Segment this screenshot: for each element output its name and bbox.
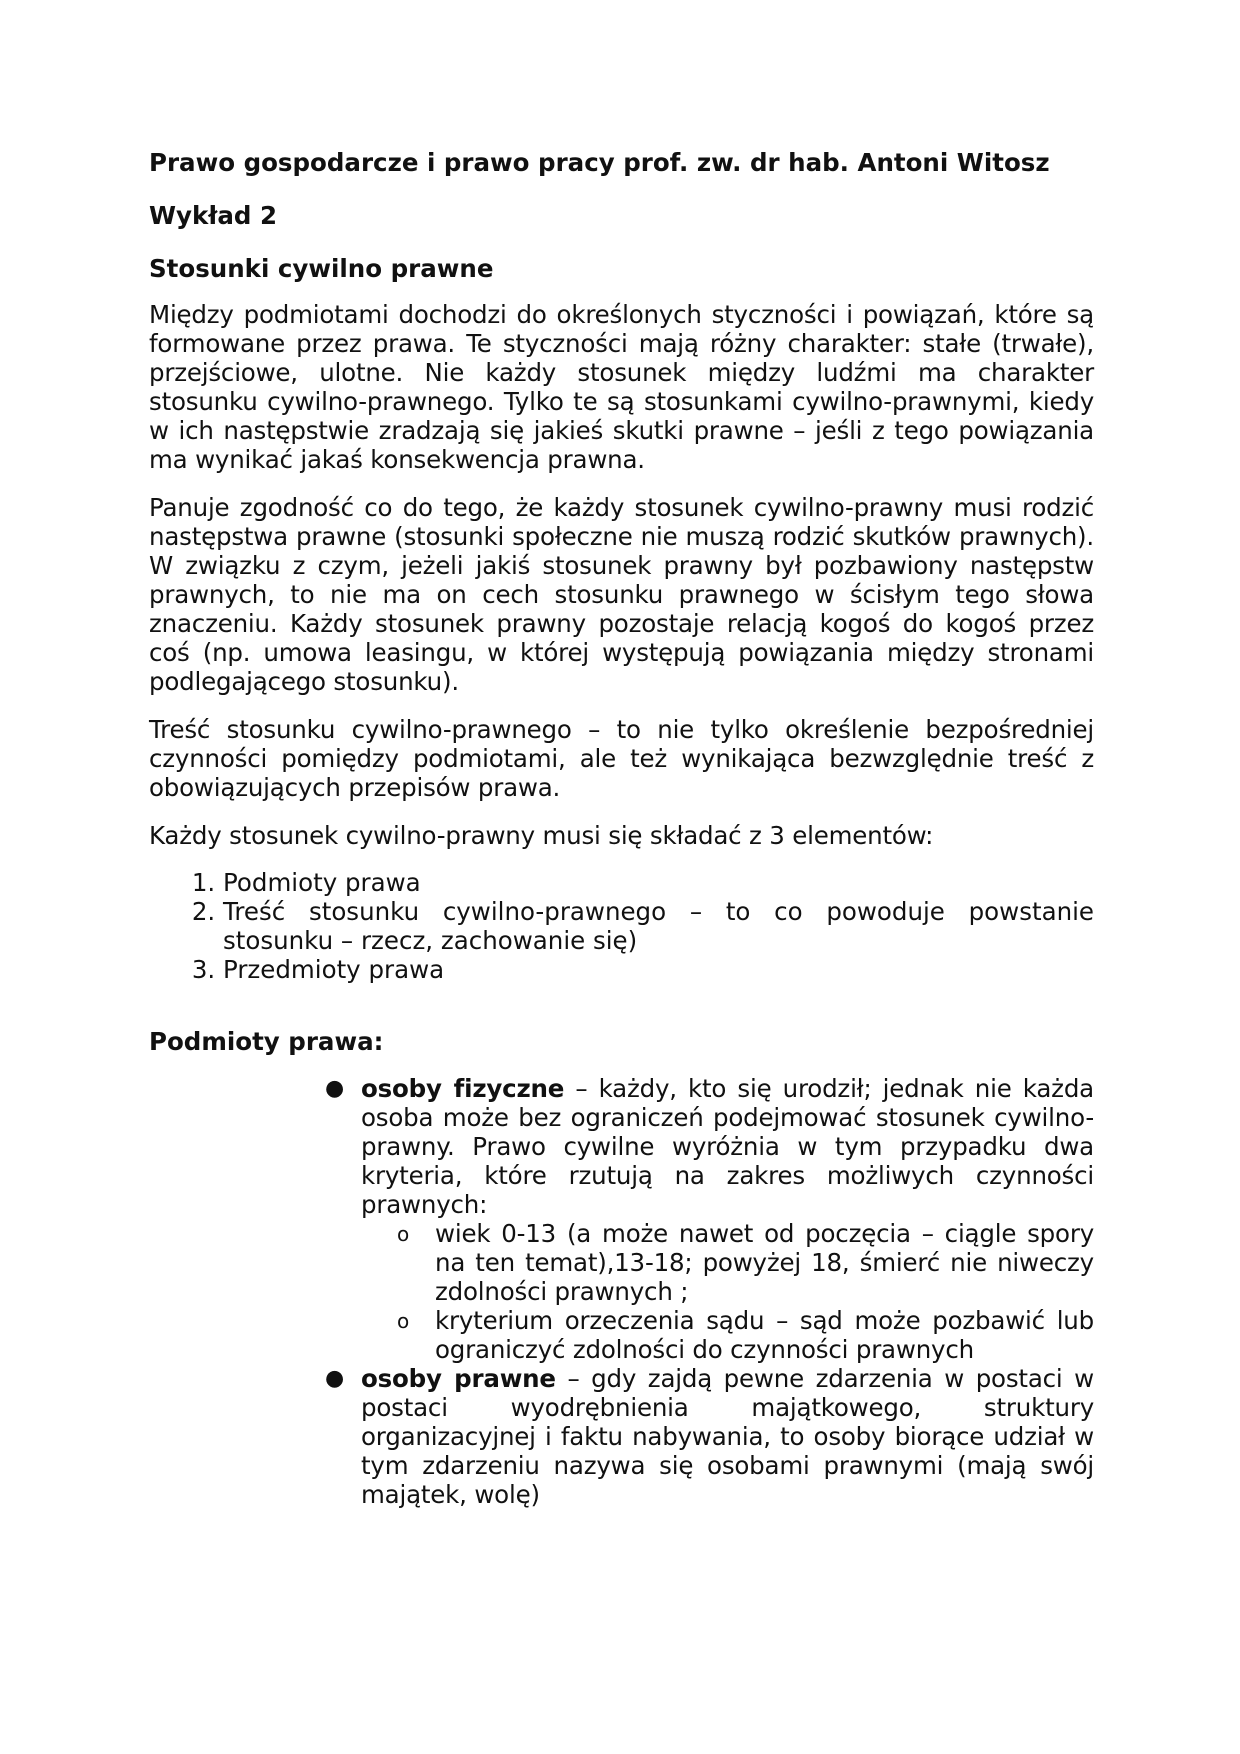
bullet-icon: ●	[325, 1076, 344, 1101]
lecture-number: Wykład 2	[149, 201, 278, 230]
criterion-text: wiek 0-13 (a może nawet od poczęcia – ciągle spory na ten temat),13-18; powyżej 18, śmierć nie niweczy zdolności prawnych ;	[435, 1219, 1094, 1306]
circle-bullet-icon: o	[397, 1222, 410, 1246]
criteria-list	[361, 1219, 1094, 1364]
paragraph-3: Treść stosunku cywilno-prawnego – to nie tylko określenie bezpośredniej czynności pomiędzy podmiotami, ale też wynikająca bezwzględnie treść z obowiązujących przepisów prawa.	[149, 715, 1094, 802]
list-item: 1. Podmioty prawa	[223, 868, 1094, 897]
document-title: Prawo gospodarcze i prawo pracy prof. zw. dr hab. Antoni Witosz	[149, 148, 1050, 177]
section-heading: Stosunki cywilno prawne	[149, 254, 494, 283]
list-item	[325, 1364, 1094, 1509]
list-item: 3. Przedmioty prawa	[223, 955, 1094, 984]
paragraph-4: Każdy stosunek cywilno-prawny musi się składać z 3 elementów:	[149, 821, 934, 850]
list-item: 2. Treść stosunku cywilno-prawnego – to co powoduje powstanie stosunku – rzecz, zachowanie się)	[223, 897, 1094, 955]
paragraph-1: Między podmiotami dochodzi do określonych styczności i powiązań, które są formowane przez prawa. Te styczności mają różny charakter: stałe (trwałe), przejściowe, ulotne. Nie każdy stosunek między ludźmi ma charakter stosunku cywilno-prawnego. Tylko te są stosunkami cywilno-prawnymi, kiedy w ich następstwie zradzają się jakieś skutki prawne – jeśli z tego powiązania ma wynikać jakaś konsekwencja prawna.	[149, 300, 1094, 474]
elements-list	[149, 868, 1094, 984]
list-item	[397, 1306, 1094, 1364]
subject-description: – każdy, kto się urodził; jednak nie każda osoba może bez ograniczeń podejmować stosunek cywilno-prawny. Prawo cywilne wyróżnia w tym przypadku dwa kryteria, które rzutują na zakres możliwych czynności prawnych:	[361, 1074, 1094, 1219]
list-item	[397, 1219, 1094, 1306]
list-item	[325, 1074, 1094, 1364]
bullet-icon: ●	[325, 1366, 344, 1391]
subject-description: – gdy zajdą pewne zdarzenia w postaci w postaci wyodrębnienia majątkowego, struktury organizacyjnej i faktu nabywania, to osoby biorące udział w tym zdarzeniu nazywa się osobami prawnymi (mają swój majątek, wolę)	[361, 1364, 1094, 1509]
paragraph-2: Panuje zgodność co do tego, że każdy stosunek cywilno-prawny musi rodzić następstwa prawne (stosunki społeczne nie muszą rodzić skutków prawnych). W związku z czym, jeżeli jakiś stosunek prawny był pozbawiony następstw prawnych, to nie ma on cech stosunku prawnego w ścisłym tego słowa znaczeniu. Każdy stosunek prawny pozostaje relacją kogoś do kogoś przez coś (np. umowa leasingu, w której występują powiązania między stronami podlegającego stosunku).	[149, 493, 1094, 696]
subject-term: osoby prawne	[361, 1364, 556, 1393]
subjects-list	[149, 1074, 1094, 1509]
subject-term: osoby fizyczne	[361, 1074, 565, 1103]
circle-bullet-icon: o	[397, 1309, 410, 1333]
criterion-text: kryterium orzeczenia sądu – sąd może pozbawić lub ograniczyć zdolności do czynności prawnych	[435, 1306, 1094, 1364]
subjects-heading: Podmioty prawa:	[149, 1027, 384, 1056]
